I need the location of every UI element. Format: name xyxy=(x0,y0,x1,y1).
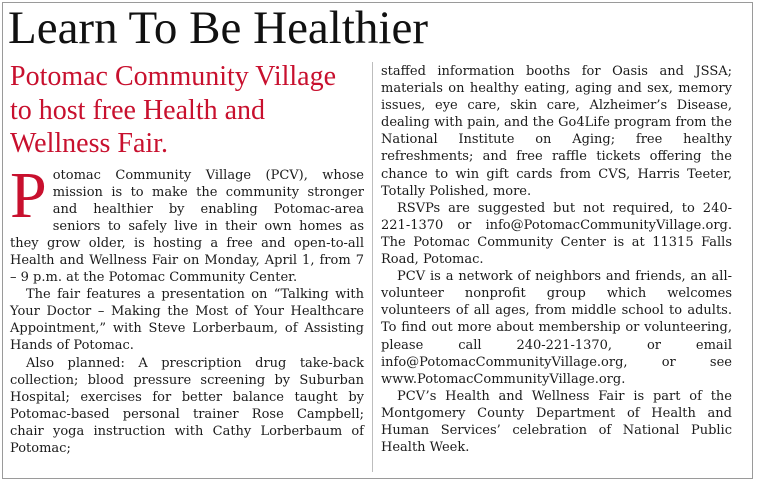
paragraph-booths: staffed information booths for Oasis and JSSA; materials on healthy eating, aging and sex, memory issues, eye care, skin care, Alzheimer’s Disease, dealing with pain, and the Go4Life program from the National Institute on Aging; free healthy refreshments; and free raffle tickets offering the chance to win gift cards from CVS, Harris Teeter, Totally Polished, more. xyxy=(381,64,732,199)
left-column xyxy=(10,60,364,457)
subhead: Potomac Community Village to host free Health and Wellness Fair. xyxy=(10,61,337,159)
lead-paragraph-text: otomac Community Village (PCV), whose mission is to make the community stronger and healthier by enabling Potomac-area seniors to safely live in their own homes as they grow older, is hosting a free and open-to-all Health and Wellness Fair on Monday, April 1, from 7 – 9 p.m. at the Potomac Community Center. xyxy=(10,167,364,286)
drop-cap: P xyxy=(10,158,47,232)
paragraph-public-health-week: PCV’s Health and Wellness Fair is part of the Montgomery County Department of Health and Human Services’ celebration of National Public Health Week. xyxy=(381,388,732,456)
column-divider xyxy=(372,62,373,472)
paragraph-presentation: The fair features a presentation on “Talking with Your Doctor – Making the Most of Your Healthcare Appointment,” with Steve Lorberbaum, of Assisting Hands of Potomac. xyxy=(10,287,364,354)
paragraph-pcv-network: PCV is a network of neighbors and friends, an all-volunteer nonprofit group which welcomes volunteers of all ages, from middle school to adults. To find out more about membership or volunteering, please call 240-221-1370, or email info@PotomacCommunityVillage.org, or see www.PotomacCommunityVillage.org. xyxy=(381,269,732,387)
right-column xyxy=(381,63,732,456)
paragraph-rsvp: RSVPs are suggested but not required, to 240-221-1370 or info@PotomacCommunityVillage.org. The Potomac Community Center is at 11315 Falls Road, Potomac. xyxy=(381,200,732,268)
paragraph-also-planned: Also planned: A prescription drug take-back collection; blood pressure screening by Suburban Hospital; exercises for better balance taught by Potomac-based personal trainer Rose Campbell; chair yoga instruction with Cathy Lorberbaum of Potomac; xyxy=(10,355,364,456)
headline: Learn To Be Healthier xyxy=(8,2,428,54)
lead-paragraph xyxy=(10,158,364,287)
